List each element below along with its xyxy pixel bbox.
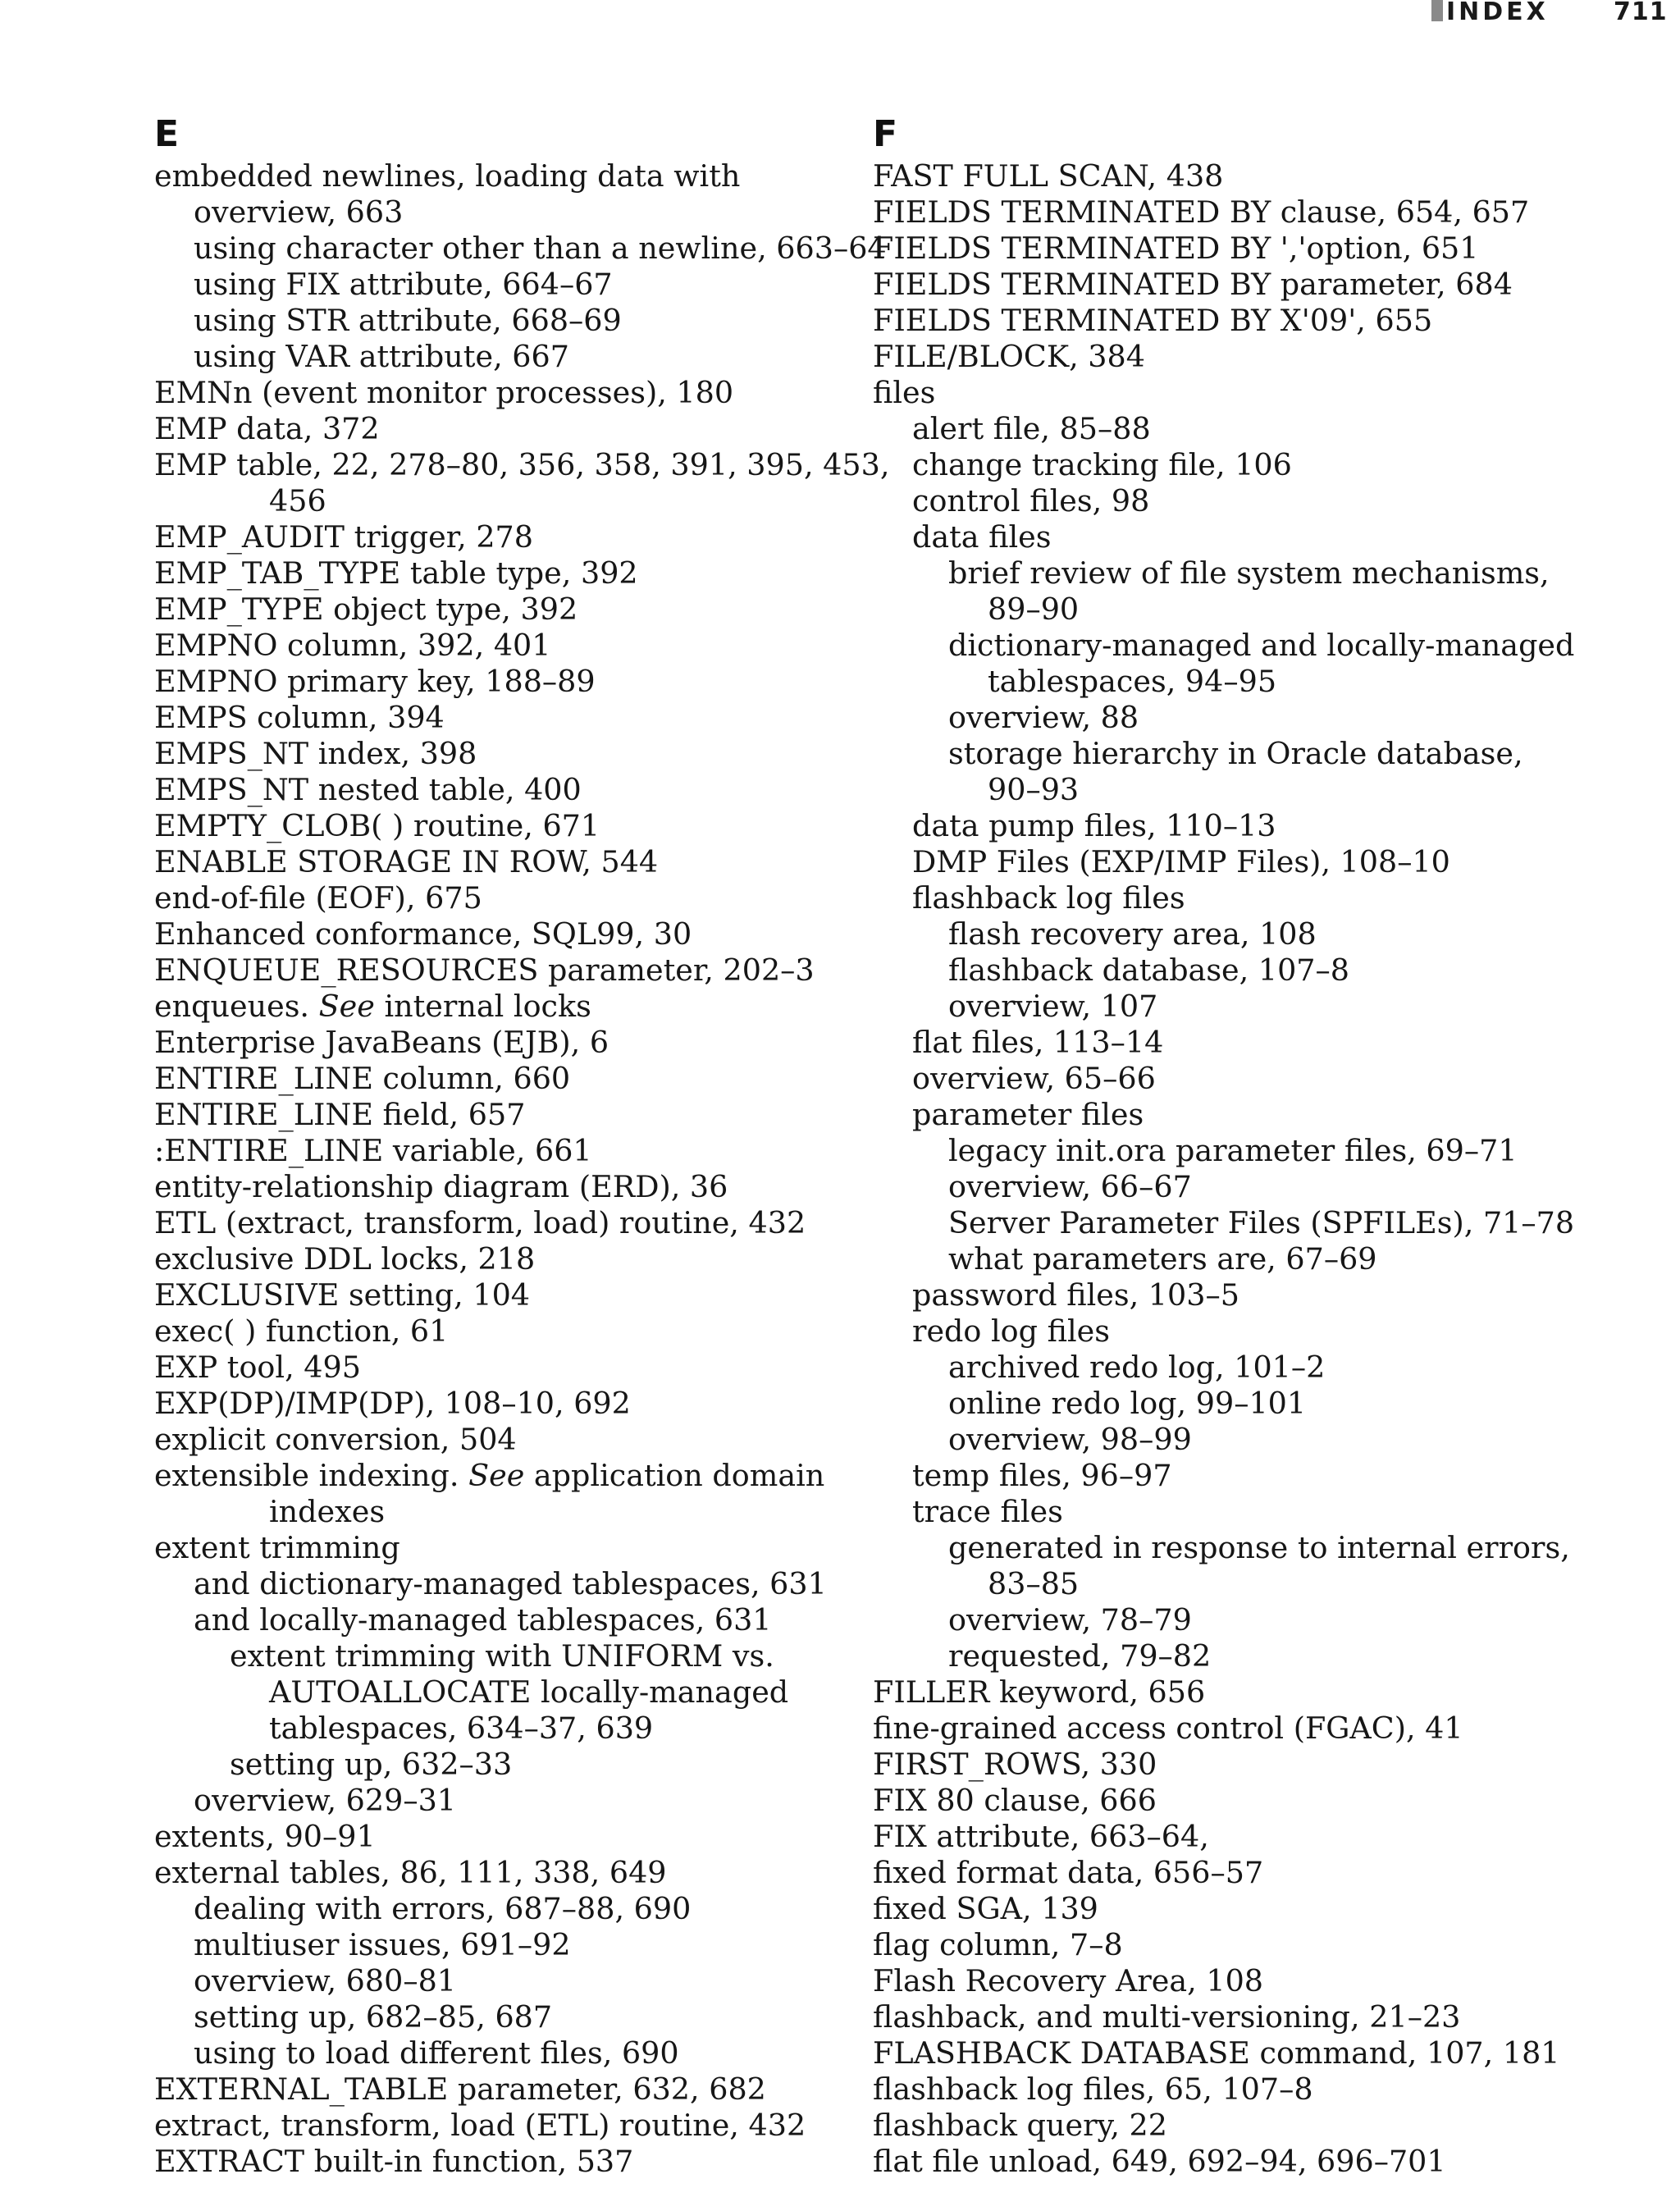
- index-subentry: [873, 1277, 1611, 1313]
- index-subentry: [154, 1566, 860, 1602]
- entry-text: 83–85: [988, 1566, 1080, 1601]
- index-subentry: [873, 1494, 1611, 1530]
- index-subentry: [873, 700, 1611, 736]
- index-entry-continuation: [154, 483, 860, 519]
- entry-text: Enterprise JavaBeans (EJB), 6: [154, 1025, 609, 1060]
- entry-text: overview, 88: [948, 700, 1139, 735]
- index-entry: [154, 772, 860, 808]
- index-subentry: [873, 555, 1611, 592]
- index-entry: [154, 1350, 860, 1386]
- index-column-e: [154, 111, 890, 2180]
- index-entry: [873, 303, 1611, 339]
- entry-text: overview, 107: [948, 989, 1158, 1024]
- index-entry: [873, 1674, 1611, 1711]
- entry-text: Enhanced conformance, SQL99, 30: [154, 916, 692, 952]
- entry-text: ENTIRE_LINE field, 657: [154, 1097, 526, 1132]
- index-subentry: [154, 339, 860, 375]
- index-subentry: [154, 1674, 860, 1711]
- see-reference: See: [318, 989, 375, 1024]
- section-letter-f: F: [873, 113, 898, 155]
- index-subentry: [873, 952, 1611, 989]
- index-entry: [154, 1855, 860, 1891]
- entry-text: flashback query, 22: [873, 2108, 1167, 2143]
- index-subentry: [154, 231, 887, 267]
- entry-text: EMP table, 22, 278–80, 356, 358, 391, 395, 453,: [154, 447, 890, 482]
- index-subentry: [154, 2035, 860, 2071]
- index-subentry: [873, 736, 1611, 772]
- index-subentry: [873, 447, 1611, 483]
- index-entry: [873, 267, 1611, 303]
- entry-text: using VAR attribute, 667: [194, 339, 569, 374]
- entry-text: legacy init.ora parameter files, 69–71: [948, 1133, 1518, 1168]
- entry-text: EMP_TYPE object type, 392: [154, 592, 578, 627]
- index-entry: [154, 158, 860, 194]
- entry-text: what parameters are, 67–69: [948, 1241, 1377, 1277]
- entry-text: data files: [912, 519, 1052, 555]
- entry-text: FILLER keyword, 656: [873, 1674, 1206, 1710]
- entry-text: 456: [269, 483, 326, 518]
- index-entry: [154, 555, 860, 592]
- index-subentry: [873, 628, 1611, 664]
- index-entry: [154, 1097, 860, 1133]
- index-subentry: [873, 1169, 1611, 1205]
- running-head-title: INDEX: [1446, 0, 1549, 26]
- index-entry: [154, 1819, 860, 1855]
- index-entry: [873, 231, 1611, 267]
- entry-text: ENTIRE_LINE column, 660: [154, 1061, 571, 1096]
- entry-text: and dictionary-managed tablespaces, 631: [194, 1566, 827, 1601]
- entry-text: internal locks: [374, 989, 591, 1024]
- index-entry: [154, 1386, 860, 1422]
- entry-text: ETL (extract, transform, load) routine, 432: [154, 1205, 806, 1240]
- entry-text: ENQUEUE_RESOURCES parameter, 202–3: [154, 952, 815, 988]
- entry-text: FIX 80 clause, 666: [873, 1783, 1157, 1818]
- entry-text: tablespaces, 634–37, 639: [269, 1711, 654, 1746]
- entry-text: password files, 103–5: [912, 1277, 1239, 1313]
- entry-text: EMNn (event monitor processes), 180: [154, 375, 734, 410]
- index-subentry: [873, 1097, 1611, 1133]
- index-subentry: [154, 1747, 860, 1783]
- entry-text: overview, 663: [194, 194, 404, 230]
- entry-text: embedded newlines, loading data with: [154, 158, 741, 194]
- entry-text: using to load different files, 690: [194, 2035, 679, 2071]
- entry-text: FIX attribute, 663–64,: [873, 1819, 1209, 1854]
- entry-text: explicit conversion, 504: [154, 1422, 517, 1457]
- index-subentry: [873, 808, 1611, 844]
- entry-text: storage hierarchy in Oracle database,: [948, 736, 1523, 771]
- index-entry: [873, 158, 1611, 194]
- index-entry: [154, 989, 860, 1025]
- page-number: 711: [1614, 0, 1668, 26]
- index-subentry: [873, 1422, 1611, 1458]
- index-entry: [873, 2071, 1611, 2108]
- entry-text: EXCLUSIVE setting, 104: [154, 1277, 531, 1313]
- index-subentry: [154, 1963, 860, 1999]
- index-subentry: [154, 1999, 860, 2035]
- index-subentry: [873, 1241, 1611, 1277]
- index-entry: [154, 1025, 860, 1061]
- entry-text: EMPNO primary key, 188–89: [154, 664, 596, 699]
- index-subentry: [873, 411, 1611, 447]
- entry-text: EMP_TAB_TYPE table type, 392: [154, 555, 638, 591]
- index-subentry: [873, 1602, 1611, 1638]
- entry-text: requested, 79–82: [948, 1638, 1212, 1674]
- index-subentry: [154, 1711, 860, 1747]
- index-entry: [154, 375, 860, 411]
- index-entry: [873, 1783, 1611, 1819]
- entry-text: entity-relationship diagram (ERD), 36: [154, 1169, 728, 1204]
- entry-text: and locally-managed tablespaces, 631: [194, 1602, 772, 1637]
- index-entry: [154, 1205, 860, 1241]
- index-entry: [154, 519, 860, 555]
- index-subentry: [873, 1638, 1611, 1674]
- index-subentry: [873, 1386, 1611, 1422]
- entry-text: flag column, 7–8: [873, 1927, 1123, 1962]
- entry-text: dealing with errors, 687–88, 690: [194, 1891, 692, 1926]
- entry-text: overview, 98–99: [948, 1422, 1192, 1457]
- entry-text: fixed SGA, 139: [873, 1891, 1098, 1926]
- index-entry: [873, 375, 1611, 411]
- entry-text: overview, 66–67: [948, 1169, 1192, 1204]
- entry-text: control files, 98: [912, 483, 1150, 518]
- entry-text: overview, 78–79: [948, 1602, 1192, 1637]
- entry-text: extract, transform, load (ETL) routine, 432: [154, 2108, 806, 2143]
- entry-text: redo log files: [912, 1313, 1110, 1349]
- entry-text: EMP_AUDIT trigger, 278: [154, 519, 534, 555]
- index-subentry: [154, 1638, 860, 1674]
- index-entry: [154, 592, 860, 628]
- index-entry: [154, 1169, 860, 1205]
- see-reference: See: [468, 1458, 525, 1493]
- entry-text: fine-grained access control (FGAC), 41: [873, 1711, 1463, 1746]
- entry-text: extensible indexing.: [154, 1458, 469, 1493]
- index-entry: [873, 1999, 1611, 2035]
- index-subentry: [154, 267, 860, 303]
- entry-text: fixed format data, 656–57: [873, 1855, 1264, 1890]
- index-entry: [154, 880, 860, 916]
- index-subentry: [873, 1566, 1611, 1602]
- index-subentry: [873, 592, 1611, 628]
- index-subentry: [873, 844, 1611, 880]
- entry-text: setting up, 632–33: [230, 1747, 513, 1782]
- index-subentry: [873, 1025, 1611, 1061]
- index-entry: [154, 1133, 860, 1169]
- entry-text: indexes: [269, 1494, 386, 1529]
- index-subentry: [873, 1313, 1611, 1350]
- index-subentry: [873, 989, 1611, 1025]
- entry-text: EMP data, 372: [154, 411, 380, 446]
- index-entry: [873, 1747, 1611, 1783]
- section-letter-e: E: [154, 113, 180, 155]
- index-entry: [873, 1891, 1611, 1927]
- index-entry: [873, 339, 1611, 375]
- entry-text: FIELDS TERMINATED BY clause, 654, 657: [873, 194, 1530, 230]
- entry-text: EXTERNAL_TABLE parameter, 632, 682: [154, 2071, 766, 2107]
- entry-text: :ENTIRE_LINE variable, 661: [154, 1133, 592, 1168]
- entry-text: DMP Files (EXP/IMP Files), 108–10: [912, 844, 1450, 879]
- entry-text: using STR attribute, 668–69: [194, 303, 622, 338]
- index-entry: [154, 916, 860, 952]
- index-subentry: [873, 772, 1611, 808]
- index-entry: [873, 1963, 1611, 1999]
- index-subentry: [873, 519, 1611, 555]
- entry-text: parameter files: [912, 1097, 1144, 1132]
- index-subentry: [154, 303, 860, 339]
- entry-text: flat file unload, 649, 692–94, 696–701: [873, 2144, 1446, 2179]
- entry-text: FLASHBACK DATABASE command, 107, 181: [873, 2035, 1560, 2071]
- entry-text: FIELDS TERMINATED BY parameter, 684: [873, 267, 1513, 302]
- index-entry: [154, 1241, 860, 1277]
- entry-text: flashback, and multi-versioning, 21–23: [873, 1999, 1461, 2035]
- index-subentry: [873, 1061, 1611, 1097]
- entry-text: setting up, 682–85, 687: [194, 1999, 553, 2035]
- index-entry: [154, 447, 890, 483]
- entry-text: 89–90: [988, 592, 1080, 627]
- entry-text: Server Parameter Files (SPFILEs), 71–78: [948, 1205, 1575, 1240]
- index-entry: [154, 1458, 860, 1494]
- index-subentry: [154, 1891, 860, 1927]
- entry-text: brief review of file system mechanisms,: [948, 555, 1550, 591]
- index-entry: [154, 1530, 860, 1566]
- entry-text: alert file, 85–88: [912, 411, 1151, 446]
- index-entry: [154, 1061, 860, 1097]
- entry-text: exclusive DDL locks, 218: [154, 1241, 536, 1277]
- entry-text: extent trimming: [154, 1530, 400, 1565]
- index-entry: [873, 1819, 1611, 1855]
- entry-list-f: [873, 158, 1611, 2180]
- index-entry-continuation: [154, 1494, 860, 1530]
- index-subentry: [873, 880, 1611, 916]
- index-subentry: [873, 1530, 1611, 1566]
- entry-text: 90–93: [988, 772, 1080, 807]
- entry-text: using FIX attribute, 664–67: [194, 267, 613, 302]
- entry-text: EMPS_NT index, 398: [154, 736, 477, 771]
- index-subentry: [873, 1205, 1611, 1241]
- entry-text: data pump files, 110–13: [912, 808, 1276, 843]
- entry-text: change tracking file, 106: [912, 447, 1292, 482]
- entry-text: end-of-file (EOF), 675: [154, 880, 482, 916]
- index-subentry: [154, 1602, 860, 1638]
- entry-text: ENABLE STORAGE IN ROW, 544: [154, 844, 659, 879]
- index-entry: [873, 2035, 1611, 2071]
- index-entry: [154, 808, 860, 844]
- entry-text: FIELDS TERMINATED BY ','option, 651: [873, 231, 1479, 266]
- entry-text: EXTRACT built-in function, 537: [154, 2144, 634, 2179]
- index-entry: [154, 664, 860, 700]
- index-entry: [873, 194, 1611, 231]
- entry-text: flashback log files, 65, 107–8: [873, 2071, 1313, 2107]
- entry-text: EMPS column, 394: [154, 700, 445, 735]
- entry-text: flat files, 113–14: [912, 1025, 1164, 1060]
- index-entry: [873, 2108, 1611, 2144]
- entry-text: FIELDS TERMINATED BY X'09', 655: [873, 303, 1433, 338]
- index-subentry: [154, 1783, 860, 1819]
- entry-text: flashback log files: [912, 880, 1185, 916]
- index-entry: [154, 1277, 860, 1313]
- index-column-f: [873, 111, 1611, 2180]
- index-subentry: [873, 664, 1611, 700]
- index-entry: [154, 952, 860, 989]
- entry-text: flashback database, 107–8: [948, 952, 1349, 988]
- index-entry: [154, 1313, 860, 1350]
- index-entry: [154, 736, 860, 772]
- entry-text: exec( ) function, 61: [154, 1313, 449, 1349]
- entry-text: EMPTY_CLOB( ) routine, 671: [154, 808, 600, 843]
- entry-text: external tables, 86, 111, 338, 649: [154, 1855, 667, 1890]
- entry-text: EXP(DP)/IMP(DP), 108–10, 692: [154, 1386, 631, 1421]
- running-head: [1431, 0, 1668, 26]
- index-entry: [154, 2108, 860, 2144]
- entry-text: trace files: [912, 1494, 1063, 1529]
- entry-text: FAST FULL SCAN, 438: [873, 158, 1224, 194]
- entry-text: application domain: [524, 1458, 825, 1493]
- entry-text: flash recovery area, 108: [948, 916, 1317, 952]
- index-subentry: [873, 1133, 1611, 1169]
- entry-text: Flash Recovery Area, 108: [873, 1963, 1264, 1998]
- index-entry: [154, 411, 860, 447]
- index-entry: [873, 1927, 1611, 1963]
- index-entry: [873, 2144, 1611, 2180]
- index-subentry: [873, 916, 1611, 952]
- entry-text: overview, 65–66: [912, 1061, 1156, 1096]
- entry-text: overview, 680–81: [194, 1963, 457, 1998]
- entry-text: EMPNO column, 392, 401: [154, 628, 551, 663]
- entry-text: temp files, 96–97: [912, 1458, 1172, 1493]
- entry-text: EMPS_NT nested table, 400: [154, 772, 582, 807]
- index-entry: [873, 1855, 1611, 1891]
- entry-text: files: [873, 375, 936, 410]
- entry-text: dictionary-managed and locally-managed: [948, 628, 1575, 663]
- entry-text: generated in response to internal errors,: [948, 1530, 1570, 1565]
- index-entry: [154, 700, 860, 736]
- entry-text: online redo log, 99–101: [948, 1386, 1307, 1421]
- entry-text: archived redo log, 101–2: [948, 1350, 1326, 1385]
- index-subentry: [873, 483, 1611, 519]
- entry-text: extents, 90–91: [154, 1819, 376, 1854]
- index-entry: [154, 844, 860, 880]
- index-entry: [154, 1422, 860, 1458]
- index-subentry: [154, 1927, 860, 1963]
- index-entry: [154, 628, 860, 664]
- entry-text: FIRST_ROWS, 330: [873, 1747, 1157, 1782]
- index-entry: [154, 2144, 860, 2180]
- entry-text: using character other than a newline, 663–64: [194, 231, 887, 266]
- index-subentry: [873, 1350, 1611, 1386]
- section-marker: [1431, 0, 1443, 21]
- index-subentry: [873, 1458, 1611, 1494]
- entry-text: AUTOALLOCATE locally-managed: [269, 1674, 789, 1710]
- entry-text: extent trimming with UNIFORM vs.: [230, 1638, 774, 1674]
- entry-text: EXP tool, 495: [154, 1350, 361, 1385]
- entry-text: FILE/BLOCK, 384: [873, 339, 1145, 374]
- entry-list-e: [154, 158, 890, 2180]
- entry-text: enqueues.: [154, 989, 319, 1024]
- entry-text: overview, 629–31: [194, 1783, 457, 1818]
- index-subentry: [154, 194, 860, 231]
- entry-text: multiuser issues, 691–92: [194, 1927, 571, 1962]
- index-entry: [154, 2071, 860, 2108]
- entry-text: tablespaces, 94–95: [988, 664, 1277, 699]
- index-entry: [873, 1711, 1611, 1747]
